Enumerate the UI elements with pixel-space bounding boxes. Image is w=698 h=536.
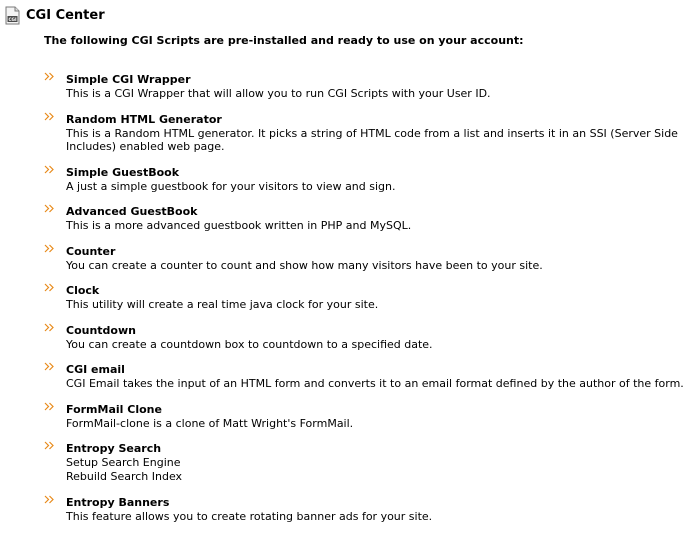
double-chevron-icon	[44, 203, 66, 213]
script-title-link[interactable]: Entropy Search	[66, 442, 162, 455]
double-chevron-icon	[44, 494, 66, 504]
double-chevron-icon	[44, 440, 66, 450]
script-title-link[interactable]: Simple GuestBook	[66, 165, 180, 179]
script-title-link[interactable]: Advanced GuestBook	[66, 205, 198, 218]
list-item-content	[66, 363, 696, 391]
list-item-content	[66, 245, 696, 273]
list-item	[44, 205, 696, 233]
cgi-icon	[4, 6, 21, 25]
script-description: This is a CGI Wrapper that will allow you to run CGI Scripts with your User ID.	[66, 87, 491, 100]
script-sublink[interactable]: Setup Search Engine	[66, 456, 181, 469]
script-description: You can create a counter to count and show how many visitors have been to your site.	[66, 258, 543, 272]
double-chevron-icon	[44, 71, 66, 81]
list-item	[44, 442, 696, 484]
script-description: This is a Random HTML generator. It picks a string of HTML code from a list and inserts it in an SSI (Server Side Includes) enabled web page.	[66, 126, 678, 153]
script-title-link[interactable]: FormMail Clone	[66, 402, 162, 416]
script-description: FormMail-clone is a clone of Matt Wright's FormMail.	[66, 416, 354, 430]
double-chevron-icon	[44, 361, 66, 371]
list-item-content	[66, 403, 696, 431]
list-item	[44, 496, 696, 524]
script-description: This feature allows you to create rotating banner ads for your site.	[66, 510, 433, 523]
list-item-content	[66, 73, 696, 101]
page-header	[4, 4, 105, 26]
list-item	[44, 73, 696, 101]
script-description: A just a simple guestbook for your visitors to view and sign.	[66, 179, 396, 193]
script-description: You can create a countdown box to countdown to a specified date.	[66, 337, 433, 351]
script-title-link[interactable]: Counter	[66, 244, 116, 258]
intro-text: The following CGI Scripts are pre-installed and ready to use on your account:	[44, 34, 524, 47]
double-chevron-icon	[44, 243, 66, 253]
double-chevron-icon	[44, 164, 66, 174]
script-list	[44, 73, 696, 536]
script-description: This utility will create a real time java clock for your site.	[66, 298, 379, 311]
list-item	[44, 403, 696, 431]
list-item-content	[66, 166, 696, 194]
list-item	[44, 324, 696, 352]
double-chevron-icon	[44, 322, 66, 332]
list-item-content	[66, 113, 696, 154]
script-title-link[interactable]: Clock	[66, 284, 100, 297]
list-item	[44, 166, 696, 194]
list-item	[44, 363, 696, 391]
list-item-content	[66, 205, 696, 233]
double-chevron-icon	[44, 111, 66, 121]
script-title-link[interactable]: Random HTML Generator	[66, 112, 222, 126]
list-item-content	[66, 496, 696, 524]
list-item	[44, 284, 696, 312]
list-item	[44, 245, 696, 273]
script-sublink[interactable]: Rebuild Search Index	[66, 470, 183, 483]
list-item-content	[66, 442, 696, 484]
svg-text:CGI: CGI	[8, 16, 17, 22]
list-item-content	[66, 324, 696, 352]
list-item-content	[66, 284, 696, 312]
script-title-link[interactable]: CGI email	[66, 363, 125, 376]
double-chevron-icon	[44, 401, 66, 411]
script-description: CGI Email takes the input of an HTML form and converts it to an email format defined by the author of the form.	[66, 377, 684, 390]
list-item	[44, 113, 696, 154]
script-description: This is a more advanced guestbook written in PHP and MySQL.	[66, 219, 412, 232]
script-title-link[interactable]: Entropy Banners	[66, 496, 170, 509]
script-title-link[interactable]: Simple CGI Wrapper	[66, 73, 191, 86]
page-title: CGI Center	[26, 7, 105, 23]
script-title-link[interactable]: Countdown	[66, 323, 136, 337]
double-chevron-icon	[44, 282, 66, 292]
